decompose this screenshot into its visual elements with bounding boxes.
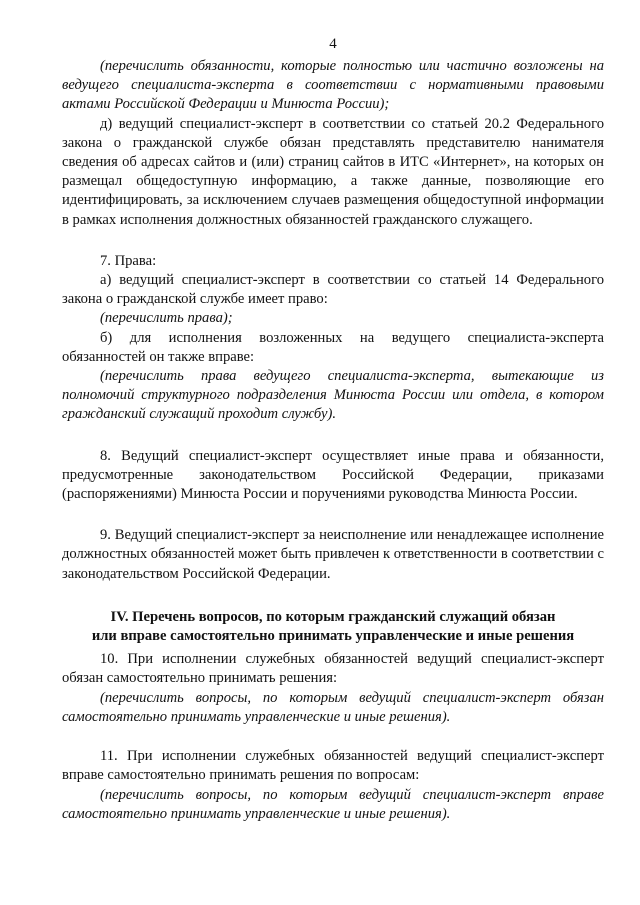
section-11-optional-decisions: 11. При исполнении служебных обязанностей ведущий специалист-эксперт вправе самостоятельно принимать решения по вопросам: (62, 748, 604, 784)
section-9-responsibility: 9. Ведущий специалист-эксперт за неисполнение или ненадлежащее исполнение должностных обязанностей может быть привлечен к ответственности в соответствии с законодательством Российской Федерации. (62, 527, 604, 582)
section-iv-heading-line1: IV. Перечень вопросов, по которым гражданский служащий обязан (110, 608, 556, 625)
section-8-other-rights: 8. Ведущий специалист-эксперт осуществляет иные права и обязанности, предусмотренные законодательством Российской Федерации, приказами (распоряжениями) Минюста России и поручениями руководства Минюста России. (62, 447, 604, 503)
clause-b-rights: б) для исполнения возложенных на ведущего специалиста-эксперта обязанностей он также вправе: (62, 329, 604, 365)
section-iv-heading-line2: или вправе самостоятельно принимать управленческие и иные решения (91, 628, 575, 645)
rights-list-instruction: (перечислить права); (100, 310, 233, 327)
obligatory-decisions-instruction: (перечислить вопросы, по которым ведущий специалист-эксперт обязан самостоятельно принимать управленческие и иные решения). (62, 689, 604, 725)
optional-decisions-instruction: (перечислить вопросы, по которым ведущий специалист-эксперт вправе самостоятельно принимать управленческие и иные решения). (62, 786, 604, 822)
section-10-obligatory-decisions: 10. При исполнении служебных обязанностей ведущий специалист-эксперт обязан самостоятельно принимать решения: (62, 651, 604, 687)
section-7-rights-heading: 7. Права: (100, 252, 157, 269)
clause-a-rights: а) ведущий специалист-эксперт в соответствии со статьей 14 Федерального закона о гражданской службе имеет право: (62, 272, 604, 308)
duties-list-instruction: (перечислить обязанности, которые полностью или частично возложены на ведущего специалиста-эксперта в соответствии с нормативными правовыми актами Российской Федерации и Минюста России); (62, 58, 604, 113)
clause-d-internet-sites: д) ведущий специалист-эксперт в соответствии со статьей 20.2 Федерального закона о гражданской службе обязан представлять представителю нанимателя сведения об адресах сайтов и (или) страниц сайтов в ИТС «Интернет», на которых он размещал общедоступную информацию, а также данные, позволяющие его идентифицировать, за исключением случаев размещения общедоступной информации в рамках исполнения должностных обязанностей гражданского служащего. (62, 115, 604, 228)
section-iv-heading (62, 608, 604, 646)
additional-rights-instruction: (перечислить права ведущего специалиста-эксперта, вытекающие из полномочий структурного подразделения Минюста России или отдела, в котором гражданский служащий проходит службу). (62, 368, 604, 423)
page-number: 4 (329, 36, 337, 52)
